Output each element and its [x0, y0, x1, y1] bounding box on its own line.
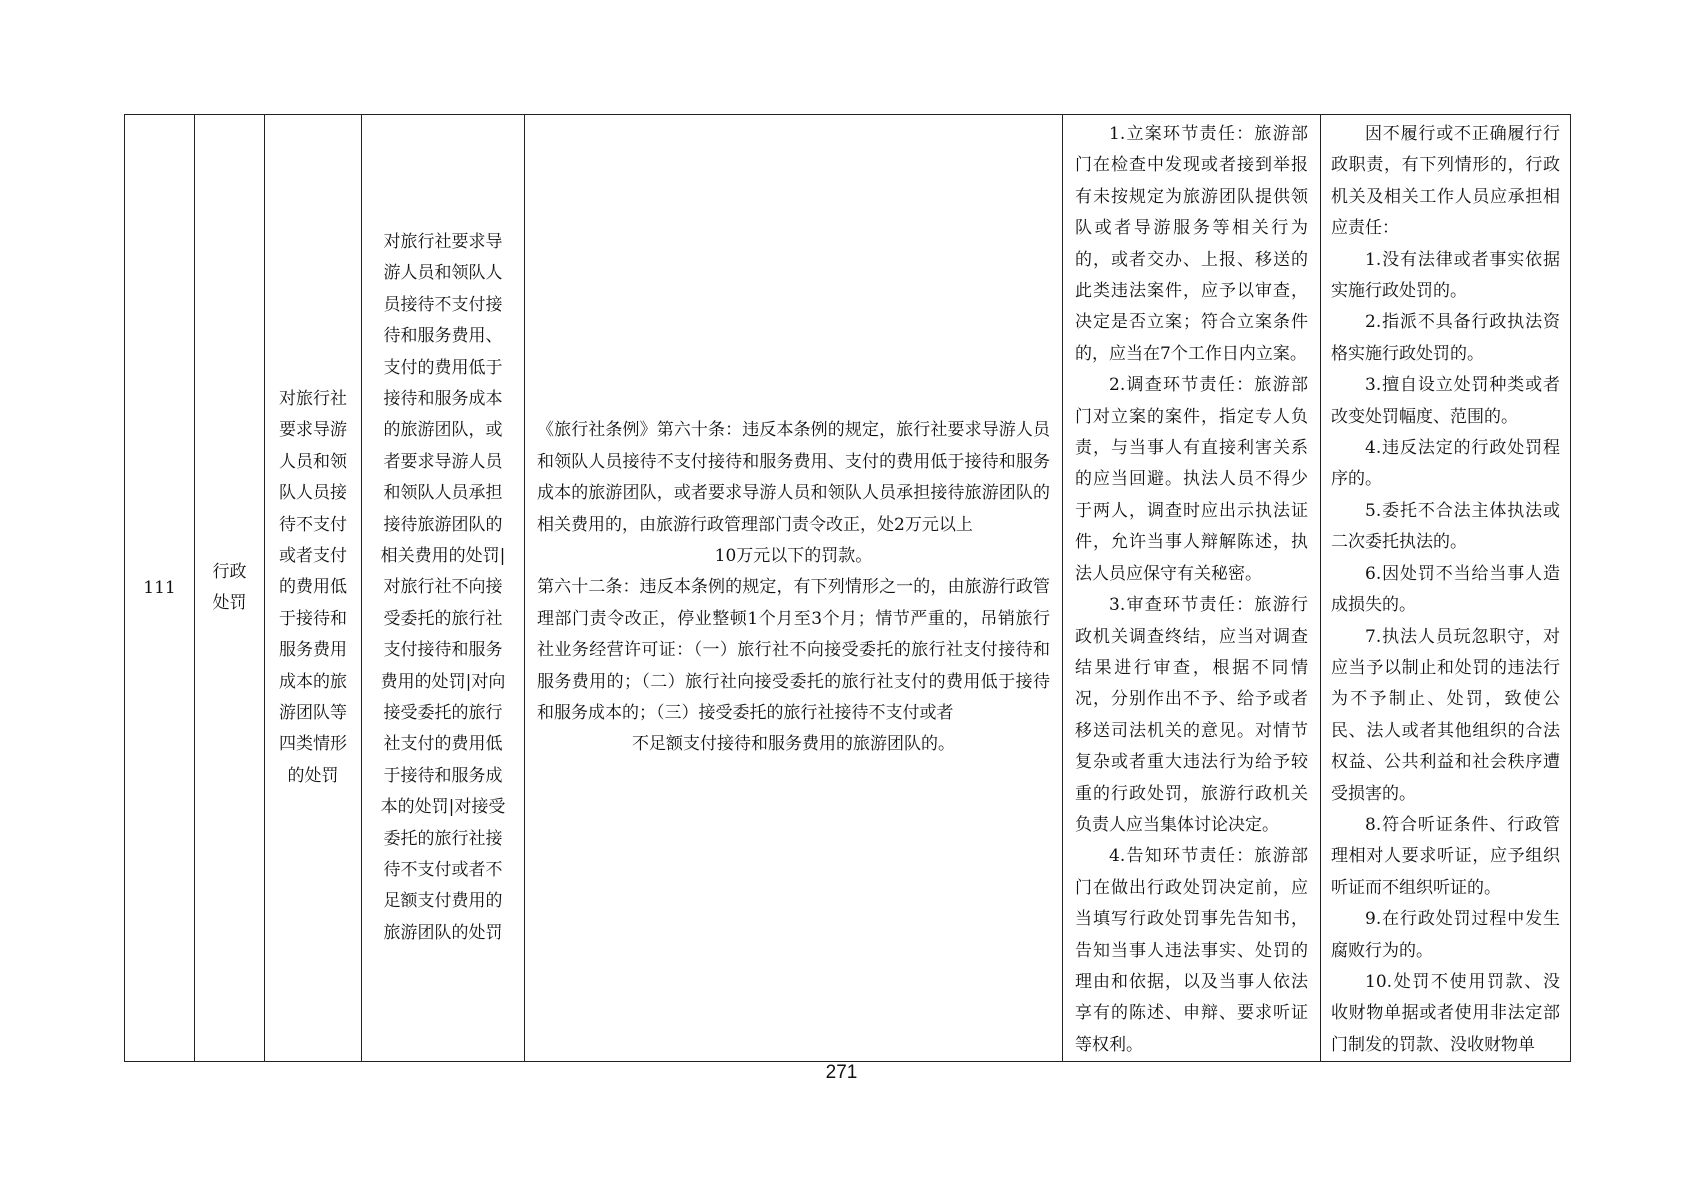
accountability-intro: 因不履行或不正确履行行政职责，有下列情形的，行政机关及相关工作人员应承担相应责任：	[1331, 124, 1560, 239]
basis-article-60-tail: 10万元以下的罚款。	[714, 545, 873, 566]
accountability-item: 3.擅自设立处罚种类或者改变处罚幅度、范围的。	[1331, 375, 1560, 427]
item-type-text: 行政处罚	[212, 562, 247, 614]
accountability-item: 4.违反法定的行政处罚程序的。	[1331, 438, 1560, 490]
item-number: 111	[125, 115, 195, 1062]
accountability-item: 10.处罚不使用罚款、没收财物单据或者使用非法定部门制发的罚款、没收财物单	[1331, 971, 1560, 1055]
basis-article-62-tail: 不足额支付接待和服务费用的旅游团队的。	[632, 734, 955, 755]
item-name: 对旅行社要求导游人员和领队人员接待不支付或者支付的费用低于接待和服务费用成本的旅游团队等四类情形的处罚	[265, 115, 362, 1062]
table-row	[125, 115, 1571, 1062]
duty-item: 3.审查环节责任：旅游行政机关调查终结，应当对调查结果进行审查，根据不同情况，分别作出不予、给予或者移送司法机关的意见。对情节复杂或者重大违法行为给予较重的行政处罚，旅游行政机关负责人应当集体讨论决定。	[1075, 595, 1308, 835]
duty-item: 2.调查环节责任：旅游部门对立案的案件，指定专人负责，与当事人有直接利害关系的应当回避。执法人员不得少于两人，调查时应出示执法证件，允许当事人辩解陈述，执法人员应保守有关秘密。	[1075, 375, 1308, 584]
responsibility-items	[1063, 115, 1321, 1062]
legal-basis	[525, 115, 1063, 1062]
basis-article-62: 第六十二条：违反本条例的规定，有下列情形之一的，由旅游行政管理部门责令改正，停业整顿1个月至3个月；情节严重的，吊销旅行社业务经营许可证：（一）旅行社不向接受委托的旅行社支付接待和服务费用的；（二）旅行社向接受委托的旅行社支付的费用低于接待和服务成本的；（三）接受委托的旅行社接待不支付或者	[537, 577, 1050, 724]
accountability-item: 1.没有法律或者事实依据实施行政处罚的。	[1331, 249, 1560, 302]
accountability-item: 5.委托不合法主体执法或二次委托执法的。	[1331, 500, 1560, 553]
accountability-item: 7.执法人员玩忽职守，对应当予以制止和处罚的违法行为不予制止、处罚，致使公民、法人或者其他组织的合法权益、公共利益和社会秩序遭受损害的。	[1331, 626, 1560, 804]
accountability-item: 9.在行政处罚过程中发生腐败行为的。	[1331, 909, 1560, 961]
item-type	[195, 115, 265, 1062]
duty-table	[124, 114, 1571, 1062]
page-number: 271	[825, 1062, 858, 1083]
accountability-items	[1321, 115, 1571, 1062]
duty-item: 4.告知环节责任：旅游部门在做出行政处罚决定前，应当填写行政处罚事先告知书，告知当事人违法事实、处罚的理由和依据，以及当事人依法享有的陈述、申辩、要求听证等权利。	[1075, 846, 1308, 1055]
item-sub-items: 对旅行社要求导游人员和领队人员接待不支付接待和服务费用、支付的费用低于接待和服务成本的旅游团队，或者要求导游人员和领队人员承担接待旅游团队的相关费用的处罚|对旅行社不向接受委托的旅行社支付接待和服务费用的处罚|对向接受委托的旅行社支付的费用低于接待和服务成本的处罚|对接受委托的旅行社接待不支付或者不足额支付费用的旅游团队的处罚	[362, 115, 525, 1062]
accountability-item: 8.符合听证条件、行政管理相对人要求听证，应予组织听证而不组织听证的。	[1331, 814, 1560, 898]
accountability-item: 2.指派不具备行政执法资格实施行政处罚的。	[1331, 312, 1560, 364]
basis-article-60: 《旅行社条例》第六十条：违反本条例的规定，旅行社要求导游人员和领队人员接待不支付接待和服务费用、支付的费用低于接待和服务成本的旅游团队，或者要求导游人员和领队人员承担接待旅游团队的相关费用的，由旅游行政管理部门责令改正，处2万元以上	[537, 420, 1050, 535]
accountability-item: 6.因处罚不当给当事人造成损失的。	[1331, 563, 1560, 616]
duty-item: 1.立案环节责任：旅游部门在检查中发现或者接到举报有未按规定为旅游团队提供领队或者导游服务等相关行为的，或者交办、上报、移送的此类违法案件，应予以审查，决定是否立案；符合立案条件的，应当在7个工作日内立案。	[1075, 124, 1308, 364]
